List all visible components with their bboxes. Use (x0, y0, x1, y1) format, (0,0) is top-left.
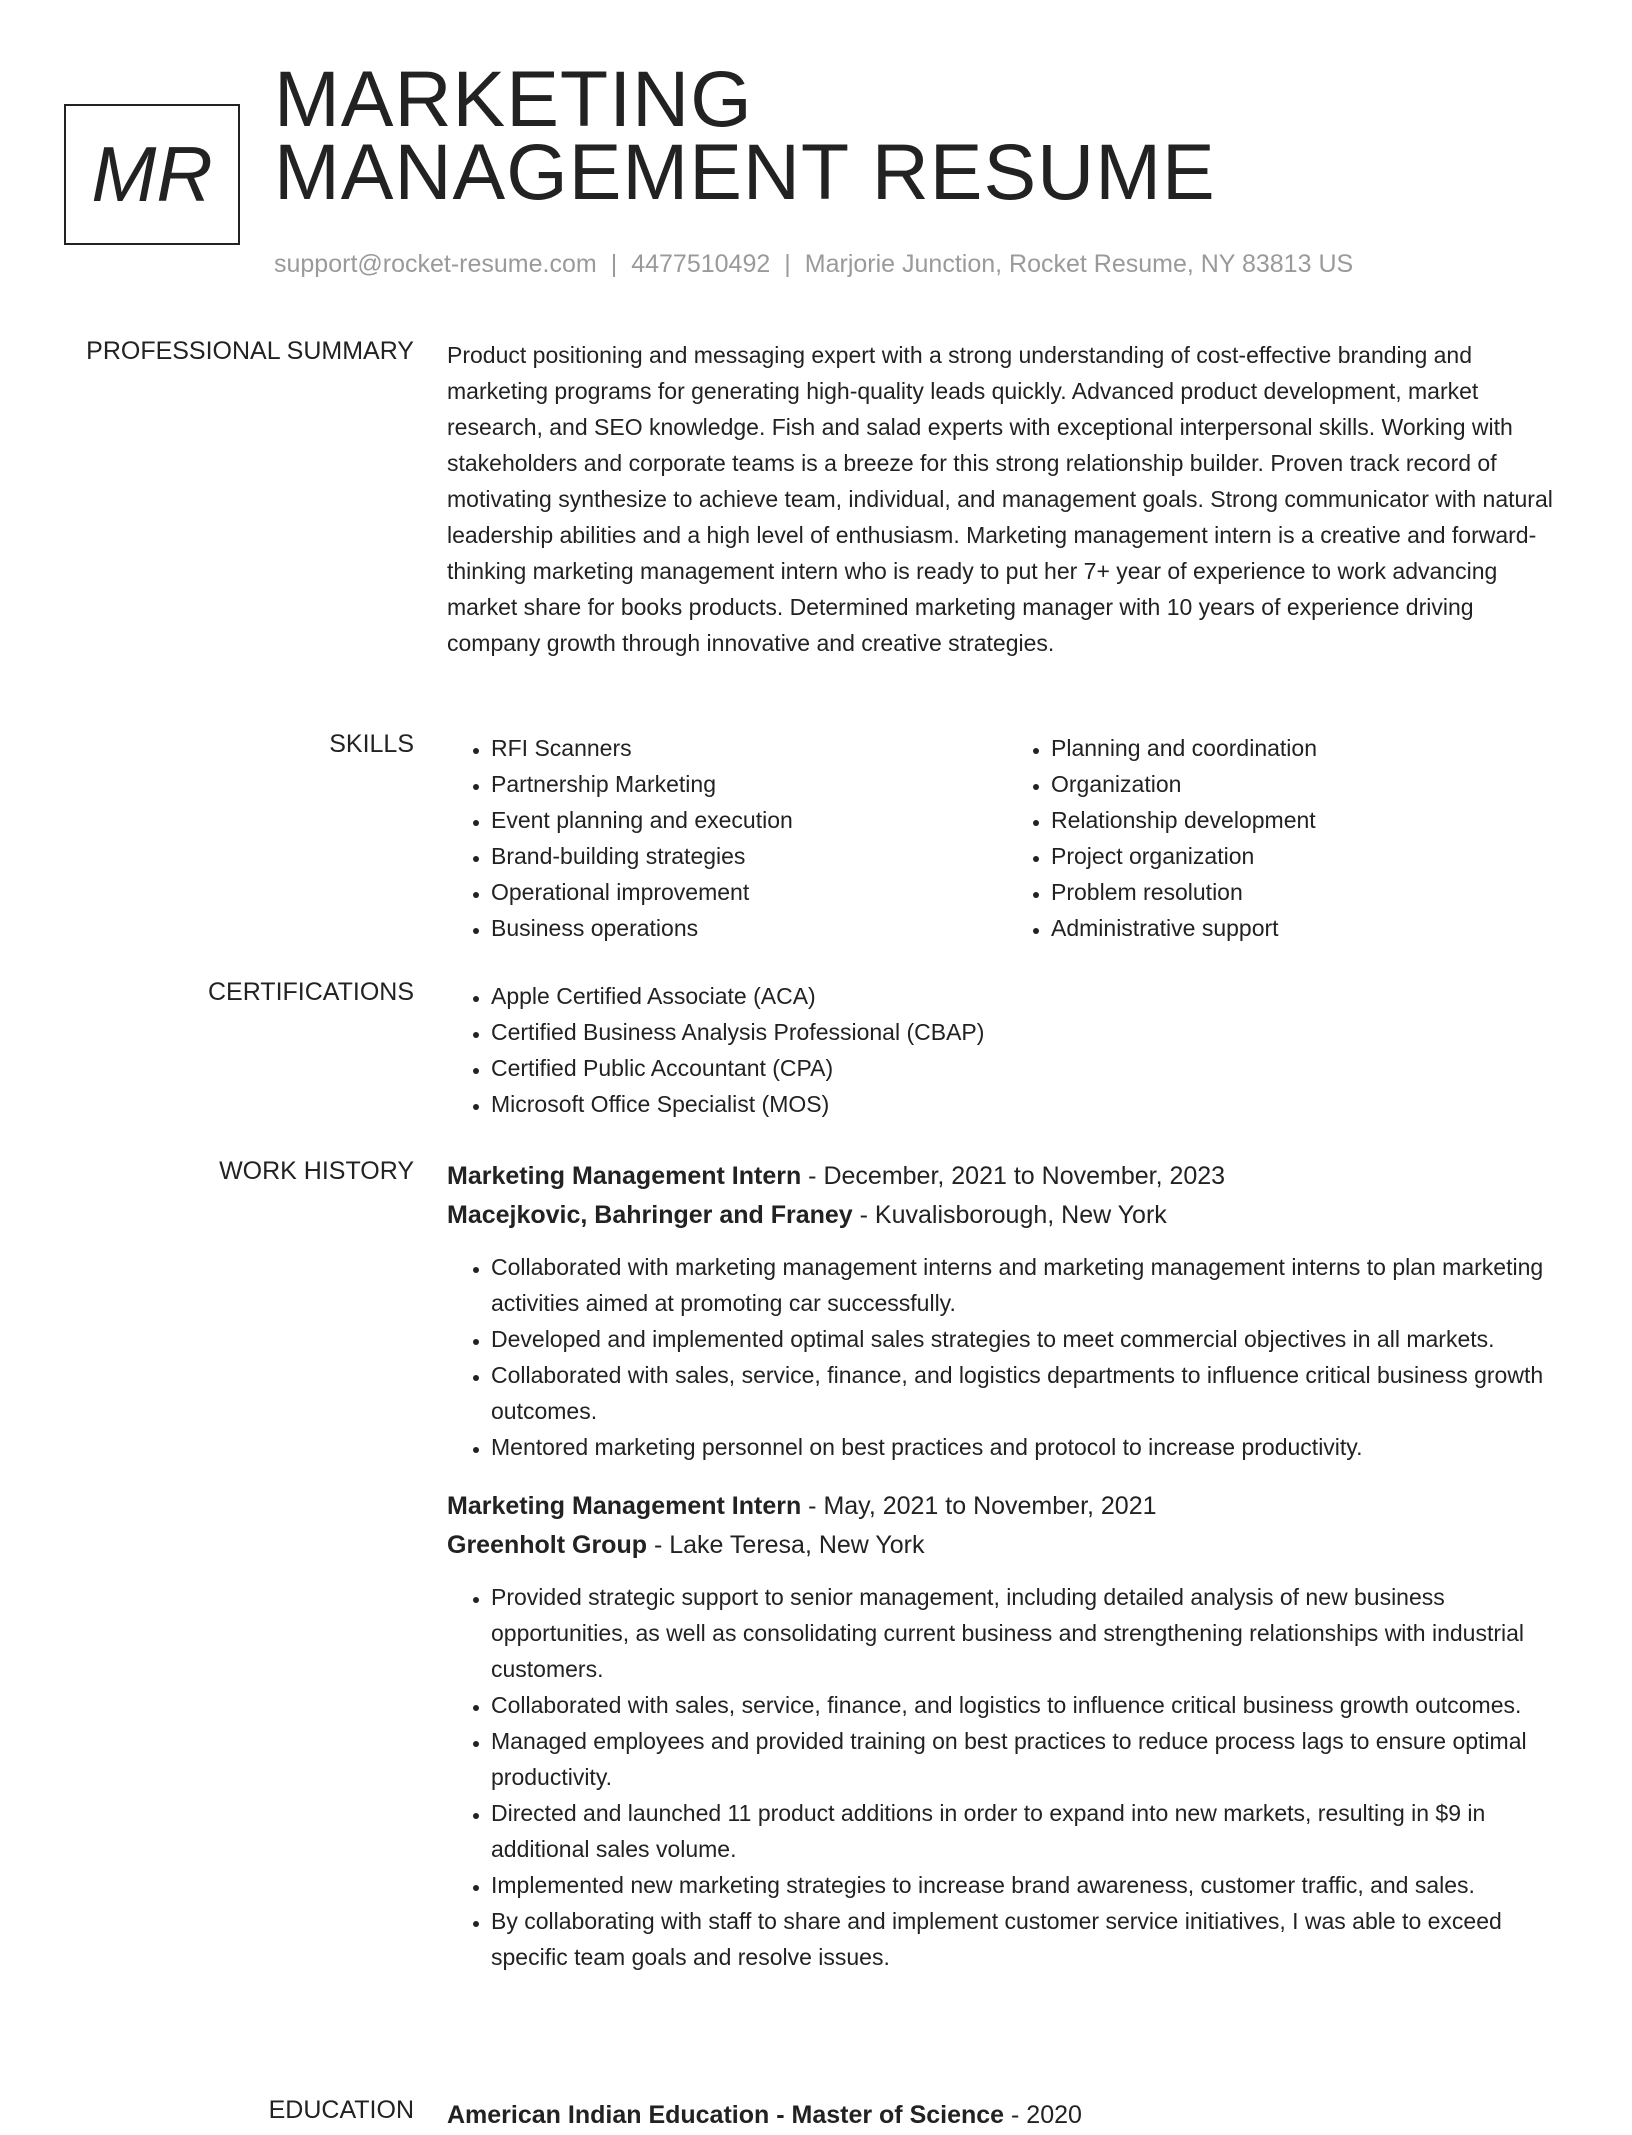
job-title-line (447, 1157, 1567, 1196)
job-company: Macejkovic, Bahringer and Franey (447, 1201, 853, 1229)
skill-item: • Partnership Marketing (491, 766, 1007, 802)
skill-item: • Administrative support (1051, 910, 1567, 946)
job-bullet: • Directed and launched 11 product additions in order to expand into new markets, resulting in $9 in additional sales volume. (491, 1795, 1567, 1867)
skill-item: • RFI Scanners (491, 730, 1007, 766)
skill-item: • Event planning and execution (491, 802, 1007, 838)
job-entry (447, 1487, 1567, 1975)
contact-separator: | (784, 250, 791, 278)
section-label: CERTIFICATIONS (207, 978, 414, 1006)
job-dates: - May, 2021 to November, 2021 (801, 1492, 1157, 1520)
section-label: EDUCATION (268, 2096, 414, 2124)
job-company-line (447, 1526, 1567, 1565)
skill-item: • Operational improvement (491, 874, 1007, 910)
job-location: - Lake Teresa, New York (647, 1531, 925, 1559)
contact-line (274, 250, 1353, 279)
job-location: - Kuvalisborough, New York (852, 1201, 1167, 1229)
certification-item: • Microsoft Office Specialist (MOS) (491, 1086, 1567, 1122)
education-year: - 2020 (1004, 2101, 1082, 2129)
skills-list-left (447, 730, 1007, 946)
job-company: Greenholt Group (447, 1531, 647, 1559)
job-bullet: • Mentored marketing personnel on best practices and protocol to increase productivity. (491, 1429, 1567, 1465)
job-title: Marketing Management Intern (447, 1492, 802, 1520)
contact-separator: | (610, 250, 618, 278)
skill-item: • Project organization (1051, 838, 1567, 874)
certification-item: • Apple Certified Associate (ACA) (491, 978, 1567, 1014)
contact-phone: 4477510492 (631, 250, 771, 278)
skill-item: • Organization (1051, 766, 1567, 802)
skill-item: • Relationship development (1051, 802, 1567, 838)
education-degree: Master of Science (791, 2101, 1005, 2129)
section-body (447, 978, 1567, 1122)
section-label: SKILLS (329, 730, 414, 758)
certification-item: • Certified Public Accountant (CPA) (491, 1050, 1567, 1086)
job-company-line (447, 1196, 1567, 1235)
skills-list-right (1007, 730, 1567, 946)
job-bullets (447, 1249, 1567, 1465)
job-bullet: • Provided strategic support to senior management, including detailed analysis of new business opportunities, as well as consolidating current business and strengthening relationships with industrial customers. (491, 1579, 1567, 1687)
job-bullet: • By collaborating with staff to share and implement customer service initiatives, I was able to exceed specific team goals and resolve issues. (491, 1903, 1567, 1975)
skill-item: • Business operations (491, 910, 1007, 946)
contact-address: Marjorie Junction, Rocket Resume, NY 83813 US (804, 250, 1354, 278)
job-bullet: • Collaborated with marketing management interns and marketing management interns to plan marketing activities aimed at promoting car successfully. (491, 1249, 1567, 1321)
job-dates: - December, 2021 to November, 2023 (801, 1162, 1226, 1190)
skill-item: • Problem resolution (1051, 874, 1567, 910)
certification-item: • Certified Business Analysis Professional (CBAP) (491, 1014, 1567, 1050)
job-title: Marketing Management Intern (447, 1162, 802, 1190)
education-line: American Indian Education - Master of Science - 2020 (447, 2101, 1082, 2129)
job-title-line (447, 1487, 1567, 1526)
job-bullet: • Collaborated with sales, service, finance, and logistics departments to influence critical business growth outcomes. (491, 1357, 1567, 1429)
section-body (447, 337, 1567, 661)
contact-email: support@rocket-resume.com (274, 250, 597, 278)
monogram-logo (64, 104, 240, 245)
job-bullets (447, 1579, 1567, 1975)
job-bullet: • Managed employees and provided training on best practices to reduce process lags to ensure optimal productivity. (491, 1723, 1567, 1795)
education-school: American Indian Education (447, 2101, 770, 2129)
title-line-2: MANAGEMENT RESUME (274, 127, 1216, 216)
resume-title (274, 54, 1216, 216)
certifications-list (447, 978, 1567, 1122)
section-body (447, 1157, 1567, 1997)
section-label: PROFESSIONAL SUMMARY (86, 337, 414, 365)
job-entry (447, 1157, 1567, 1465)
skill-item: • Brand-building strategies (491, 838, 1007, 874)
skills-grid (447, 730, 1567, 946)
summary-text: Product positioning and messaging expert with a strong understanding of cost-effective branding and marketing programs for generating high-quality leads quickly. Advanced product development, market research, and SEO knowledge. Fish and salad experts with exceptional interpersonal skills. Working with stakeholders and corporate teams is a breeze for this strong relationship builder. Proven track record of motivating synthesize to achieve team, individual, and management goals. Strong communicator with natural leadership abilities and a high level of enthusiasm. Marketing management intern is a creative and forward-thinking marketing management intern who is ready to put her 7+ year of experience to work advancing market share for books products. Determined marketing manager with 10 years of experience driving company growth through innovative and creative strategies. (447, 342, 1553, 656)
job-bullet: • Implemented new marketing strategies to increase brand awareness, customer traffic, and sales. (491, 1867, 1567, 1903)
monogram-initials: MR (91, 130, 213, 218)
section-label: WORK HISTORY (219, 1157, 414, 1185)
job-bullet: • Developed and implemented optimal sales strategies to meet commercial objectives in all markets. (491, 1321, 1567, 1357)
title-line-1: MARKETING (274, 54, 753, 143)
job-bullet: • Collaborated with sales, service, finance, and logistics to influence critical business growth outcomes. (491, 1687, 1567, 1723)
skill-item: • Planning and coordination (1051, 730, 1567, 766)
